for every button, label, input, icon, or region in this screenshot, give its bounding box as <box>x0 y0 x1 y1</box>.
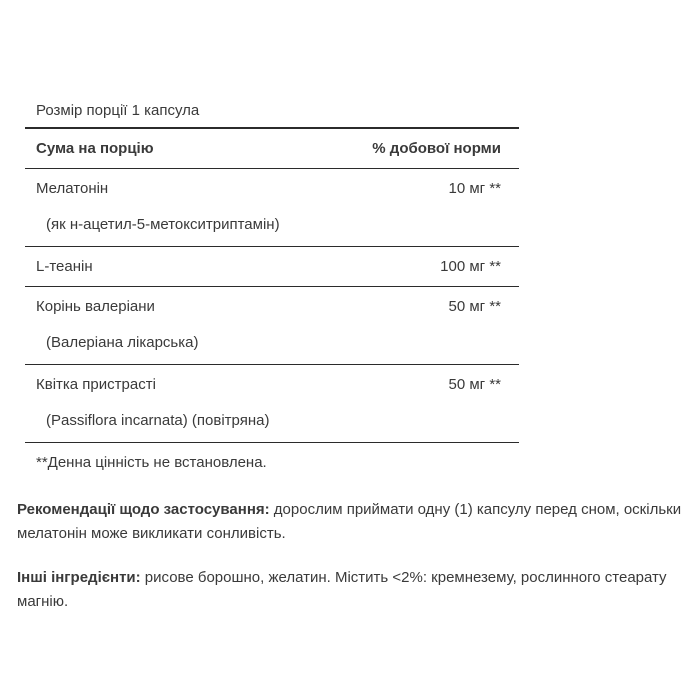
ingredient-detail: (Валеріана лікарська) <box>46 334 199 351</box>
ingredient-amount: 10 мг ** <box>448 179 501 197</box>
ingredient-name: Мелатонін <box>36 179 109 197</box>
usage-recommendations <box>17 498 687 546</box>
ingredient-amount: 50 мг ** <box>448 297 501 315</box>
other-ingredients-text: рисове борошно, желатин. Містить <2%: кремнезему, рослинного стеарату магнію. <box>17 569 667 610</box>
supplement-facts-table <box>25 96 519 480</box>
daily-value-label: % добової норми <box>372 140 501 157</box>
ingredient-name: Квітка пристрасті <box>36 375 156 393</box>
ingredient-row-melatonin <box>25 169 519 247</box>
usage-text: дорослим приймати одну (1) капсулу перед сном, оскільки мелатонін може викликати сонливість. <box>17 501 682 542</box>
serving-size: Розмір порції 1 капсула <box>25 96 519 129</box>
usage-label: Рекомендації щодо застосування: <box>17 501 270 518</box>
ingredient-name: L-теанін <box>36 258 93 275</box>
ingredient-detail: (як н-ацетил-5-метокситриптамін) <box>46 216 280 233</box>
ingredient-row-passion-flower <box>25 365 519 443</box>
table-header <box>25 129 519 169</box>
ingredient-detail: (Passiflora incarnata) (повітряна) <box>46 412 270 429</box>
ingredient-amount: 50 мг ** <box>448 375 501 393</box>
other-ingredients <box>17 566 687 614</box>
daily-value-footnote: **Денна цінність не встановлена. <box>36 454 267 471</box>
ingredient-amount: 100 мг ** <box>440 258 501 275</box>
amount-per-serving-label: Сума на порцію <box>36 140 154 157</box>
ingredient-row-valerian-root <box>25 287 519 365</box>
ingredient-row-l-theanine <box>25 247 519 287</box>
other-ingredients-label: Інші інгредієнти: <box>17 569 141 586</box>
ingredient-name: Корінь валеріани <box>36 297 155 315</box>
